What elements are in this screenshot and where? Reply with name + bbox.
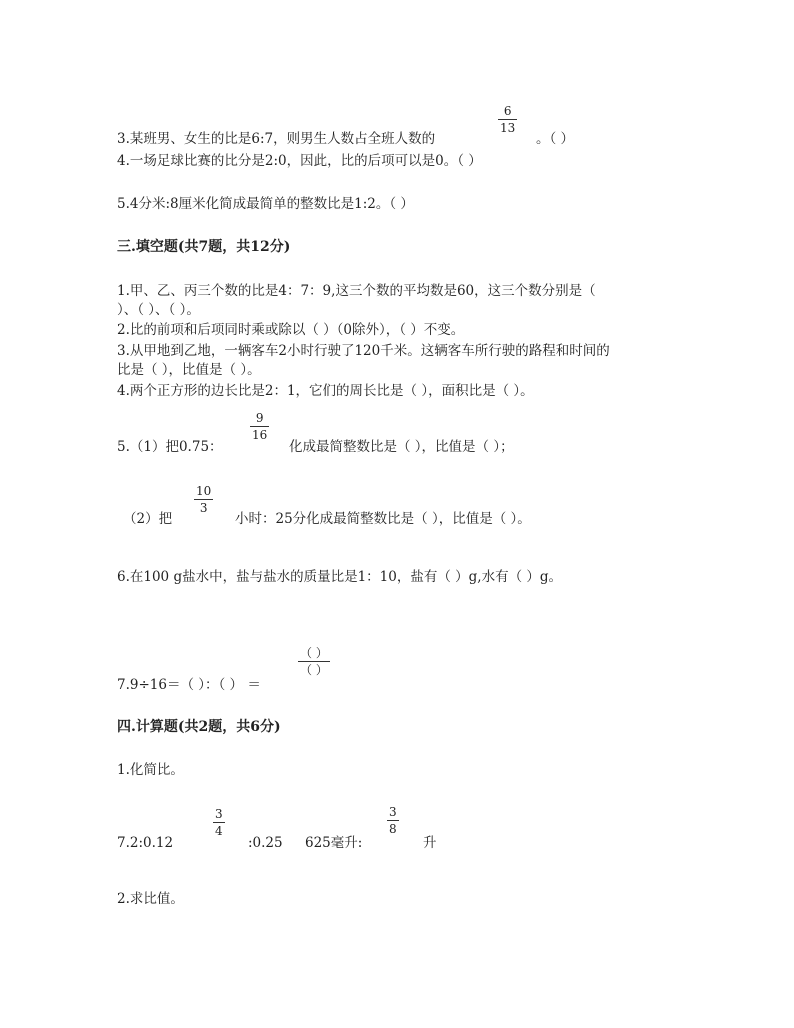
fraction-numerator: （ ） [300,646,328,660]
judge-q3-tail: 。（ ） [536,131,575,147]
fill-q1-line2: ）、（ ）、（ ）。 [117,302,200,318]
calc-q1: 1.化简比。 [117,762,184,778]
calc-item-b: :0.25 [248,835,283,851]
judge-q4: 4.一场足球比赛的比分是2:0，因此，比的后项可以是0。（ ） [117,153,482,169]
section-heading-calc: 四.计算题(共2题，共6分) [117,719,281,735]
fill-q6: 6.在100 g盐水中，盐与盐水的质量比是1：10，盐有（ ）g,水有（ ）g。 [117,569,563,585]
calc-item-c-fraction [387,805,399,836]
fill-q5-part1-fraction [250,411,269,442]
fraction-numerator: 10 [196,484,212,498]
judge-q5: 5.4分米:8厘米化简成最简单的整数比是1:2。（ ） [117,196,414,212]
fill-q5-part1-text: 5.（1）把0.75： [117,439,223,455]
fraction-numerator: 3 [389,805,397,819]
calc-item-b-fraction [213,807,225,838]
fill-q1-line1: 1.甲、乙、丙三个数的比是4：7：9,这三个数的平均数是60，这三个数分别是（ [117,283,596,299]
fill-q4: 4.两个正方形的边长比是2：1，它们的周长比是（ ），面积比是（ ）。 [117,383,534,399]
fraction-denominator: （ ） [300,663,328,677]
fill-q5-part2-tail: 小时：25分化成最简整数比是（ ），比值是（ ）。 [235,511,531,527]
judge-q3-text: 3.某班男、女生的比是6:7，则男生人数占全班人数的 [117,131,436,147]
fill-q5-part2-text: （2）把 [123,511,173,527]
fraction-numerator: 6 [503,104,512,118]
fill-q3-line1: 3.从甲地到乙地，一辆客车2小时行驶了120千米。这辆客车所行驶的路程和时间的 [117,343,610,359]
calc-item-c: 625毫升: [305,835,363,851]
fill-q3-line2: 比是（ ），比值是（ ）。 [117,362,261,378]
fill-q7: 7.9÷16＝（ ）：（ ） ＝ [117,677,261,693]
fraction-denominator: 13 [500,121,516,135]
fill-q5-part1-tail: 化成最简整数比是（ ），比值是（ ）； [289,439,514,455]
fraction-numerator: 9 [255,411,264,425]
judge-q3-fraction [498,104,517,135]
calc-q2: 2.求比值。 [117,891,184,907]
calc-item-a: 7.2:0.12 [117,835,174,851]
calc-item-c-unit: 升 [423,835,437,851]
fraction-denominator: 16 [252,428,268,442]
fill-q7-fraction [298,646,330,677]
fill-q2: 2.比的前项和后项同时乘或除以（ ）（0除外），（ ）不变。 [117,322,465,338]
fill-q5-part2-fraction [194,484,213,515]
fraction-denominator: 8 [389,822,397,836]
section-heading-fill: 三.填空题(共7题，共12分) [117,239,291,255]
fraction-denominator: 4 [215,824,223,838]
fraction-denominator: 3 [199,501,208,515]
fraction-numerator: 3 [215,807,223,821]
